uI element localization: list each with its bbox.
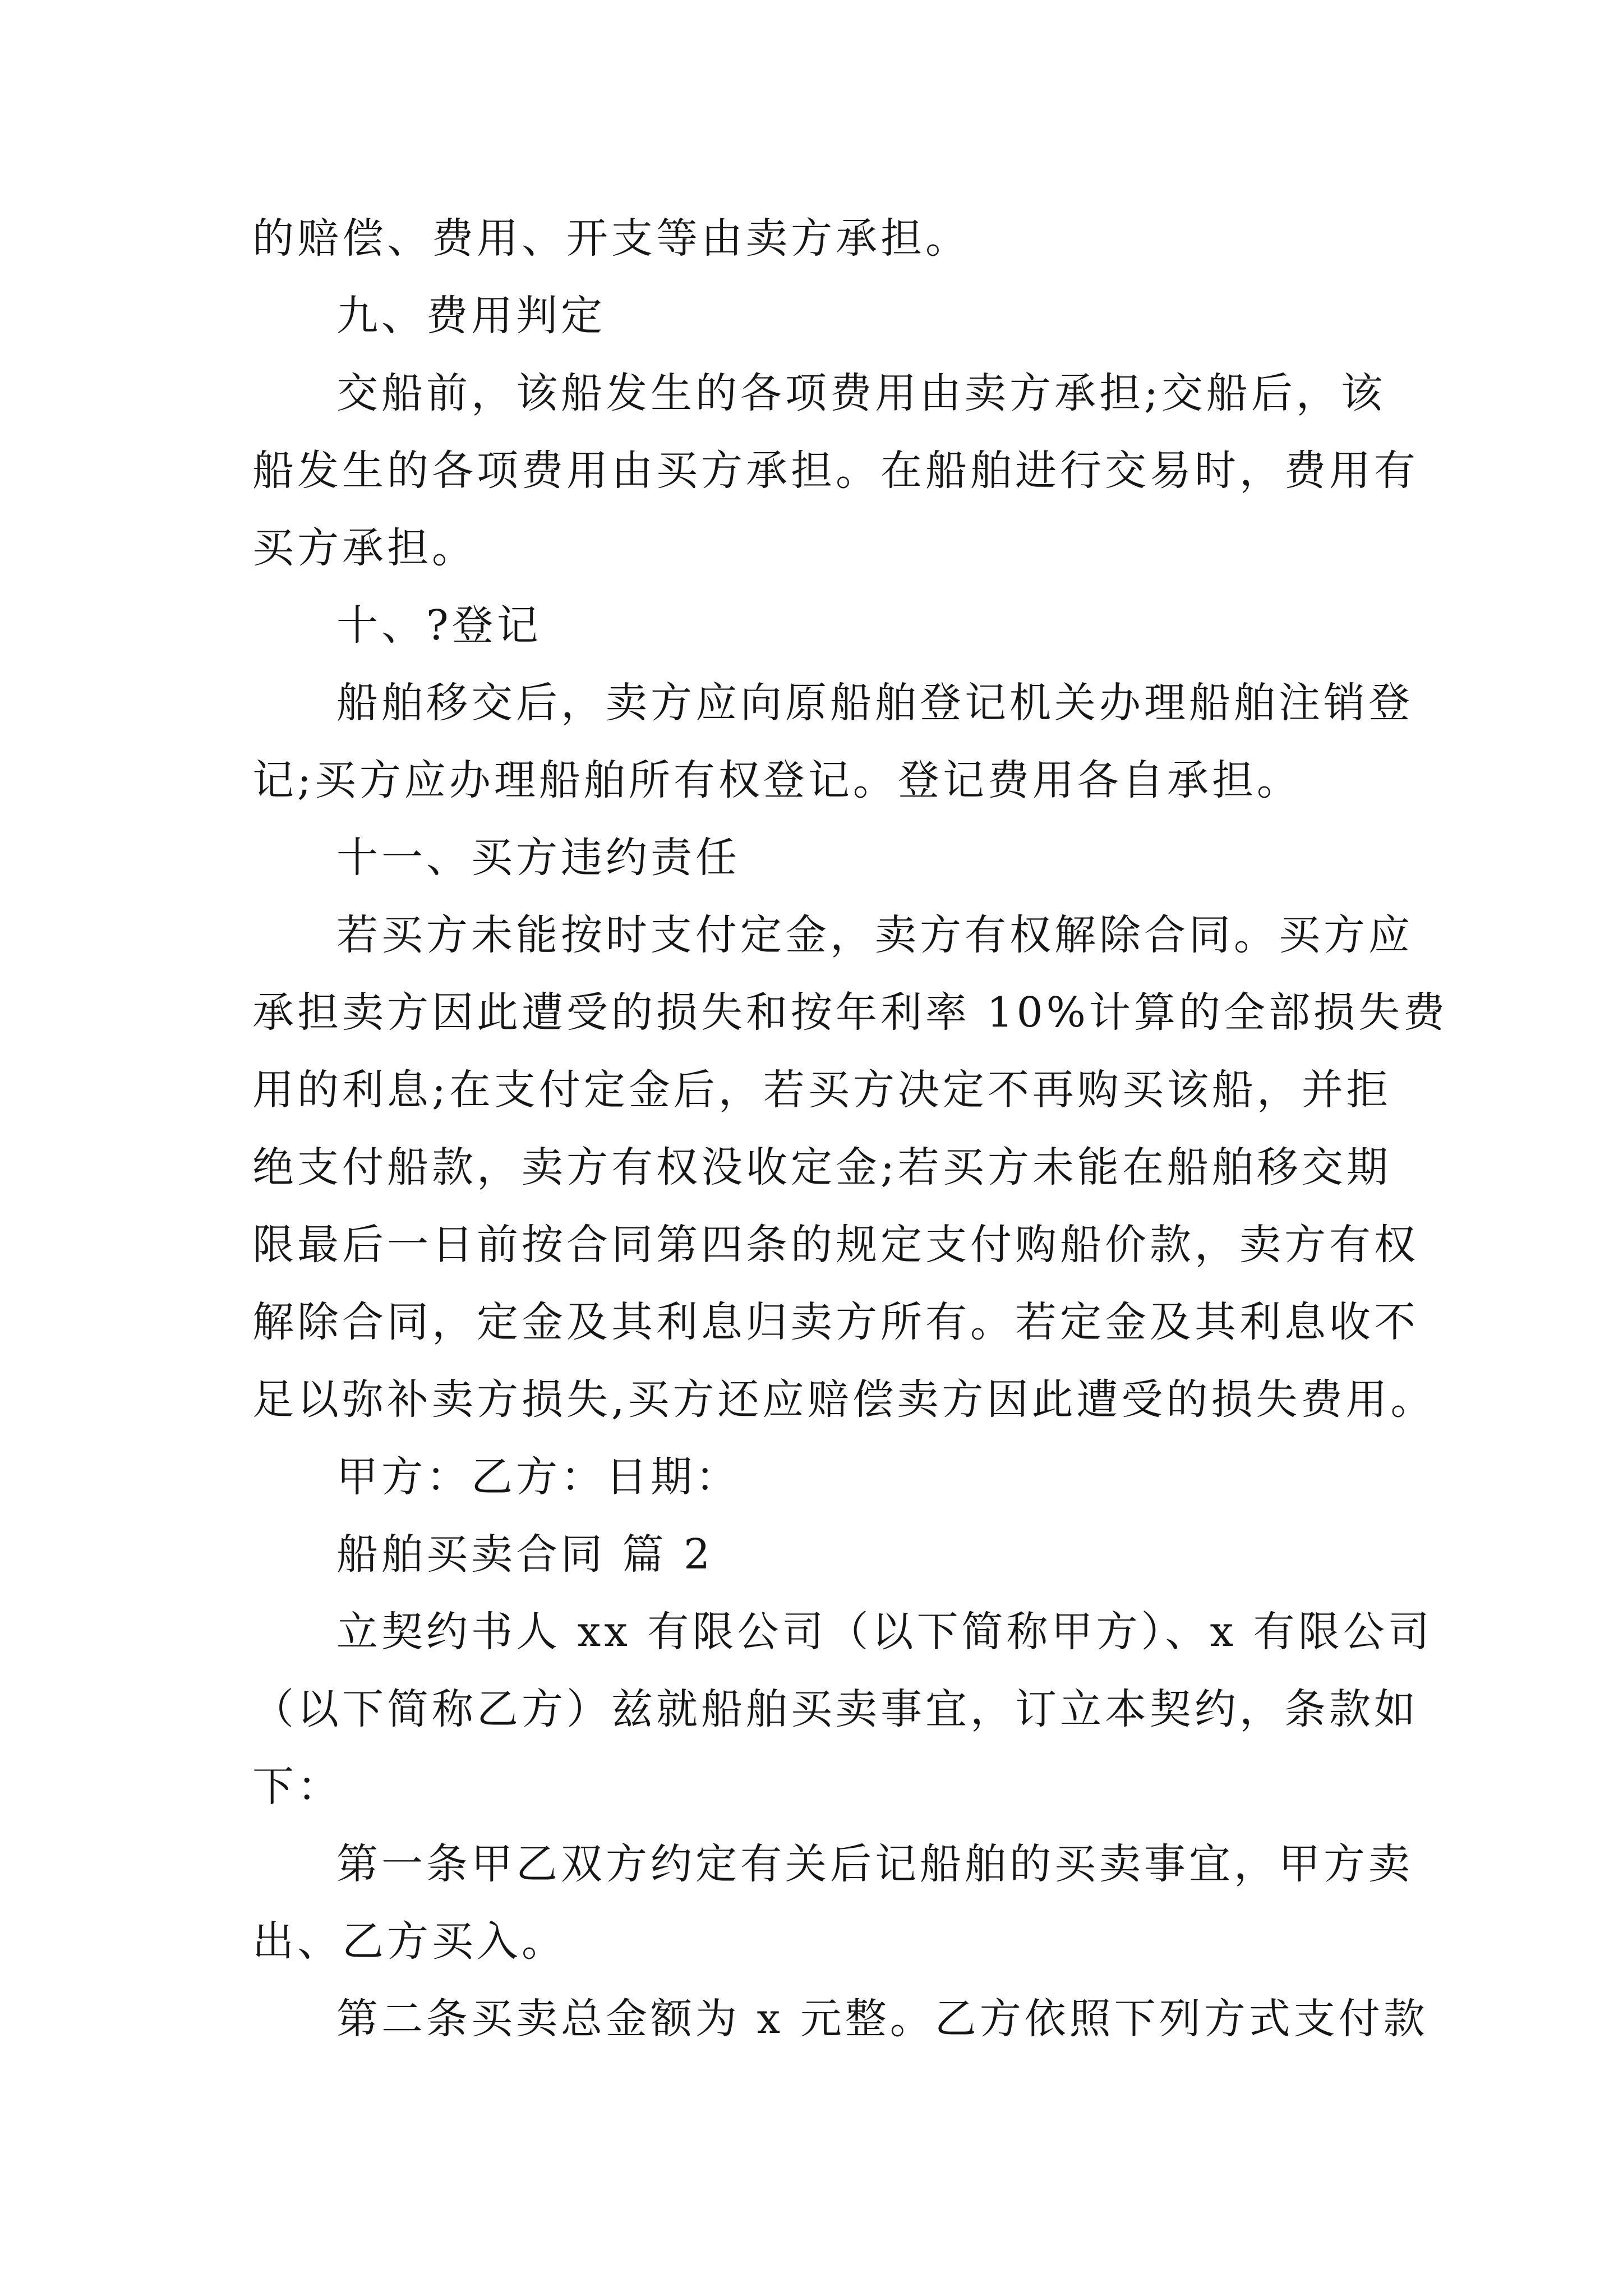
text-line-3: 交船前，该船发生的各项费用由卖方承担;交船后，该 (336, 369, 1386, 417)
text-line-15: 解除合同，定金及其利息归卖方所有。若定金及其利息收不 (252, 1298, 1419, 1346)
text-line-7: 船舶移交后，卖方应向原船舶登记机关办理船舶注销登 (336, 679, 1413, 727)
text-line-21: 下： (252, 1763, 342, 1811)
text-line-12: 用的利息;在支付定金后，若买方决定不再购买该船，并拒 (252, 1066, 1391, 1114)
text-line-10: 若买方未能按时支付定金，卖方有权解除合同。买方应 (336, 911, 1413, 959)
text-line-22: 第一条甲乙双方约定有关后记船舶的买卖事宜，甲方卖 (336, 1840, 1413, 1888)
signature-line: 甲方：乙方：日期： (336, 1453, 740, 1501)
text-line-13: 绝支付船款，卖方有权没收定金;若买方未能在船舶移交期 (252, 1143, 1391, 1191)
text-line-1: 的赔偿、费用、开支等由卖方承担。 (252, 214, 970, 263)
text-line-4: 船发生的各项费用由买方承担。在船舶进行交易时，费用有 (252, 447, 1419, 495)
section-heading-11: 十一、买方违约责任 (336, 834, 740, 882)
text-line-5: 买方承担。 (252, 524, 477, 572)
text-line-11: 承担卖方因此遭受的损失和按年利率 10%计算的全部损失费 (252, 988, 1448, 1037)
text-line-24: 第二条买卖总金额为 x 元整。乙方依照下列方式支付款 (336, 1995, 1428, 2043)
text-line-8: 记;买方应办理船舶所有权登记。登记费用各自承担。 (252, 756, 1302, 804)
text-line-16: 足以弥补卖方损失,买方还应赔偿卖方因此遭受的损失费用。 (252, 1375, 1436, 1424)
contract-heading: 船舶买卖合同 篇 2 (336, 1530, 714, 1579)
text-line-14: 限最后一日前按合同第四条的规定支付购船价款，卖方有权 (252, 1221, 1419, 1269)
text-line-20: （以下简称乙方）兹就船舶买卖事宜，订立本契约，条款如 (252, 1685, 1419, 1733)
section-heading-10: 十、?登记 (336, 601, 542, 650)
text-line-23: 出、乙方买入。 (252, 1917, 566, 1966)
section-heading-9: 九、费用判定 (336, 292, 606, 340)
text-line-19: 立契约书人 xx 有限公司（以下简称甲方）、x 有限公司 (336, 1608, 1433, 1656)
